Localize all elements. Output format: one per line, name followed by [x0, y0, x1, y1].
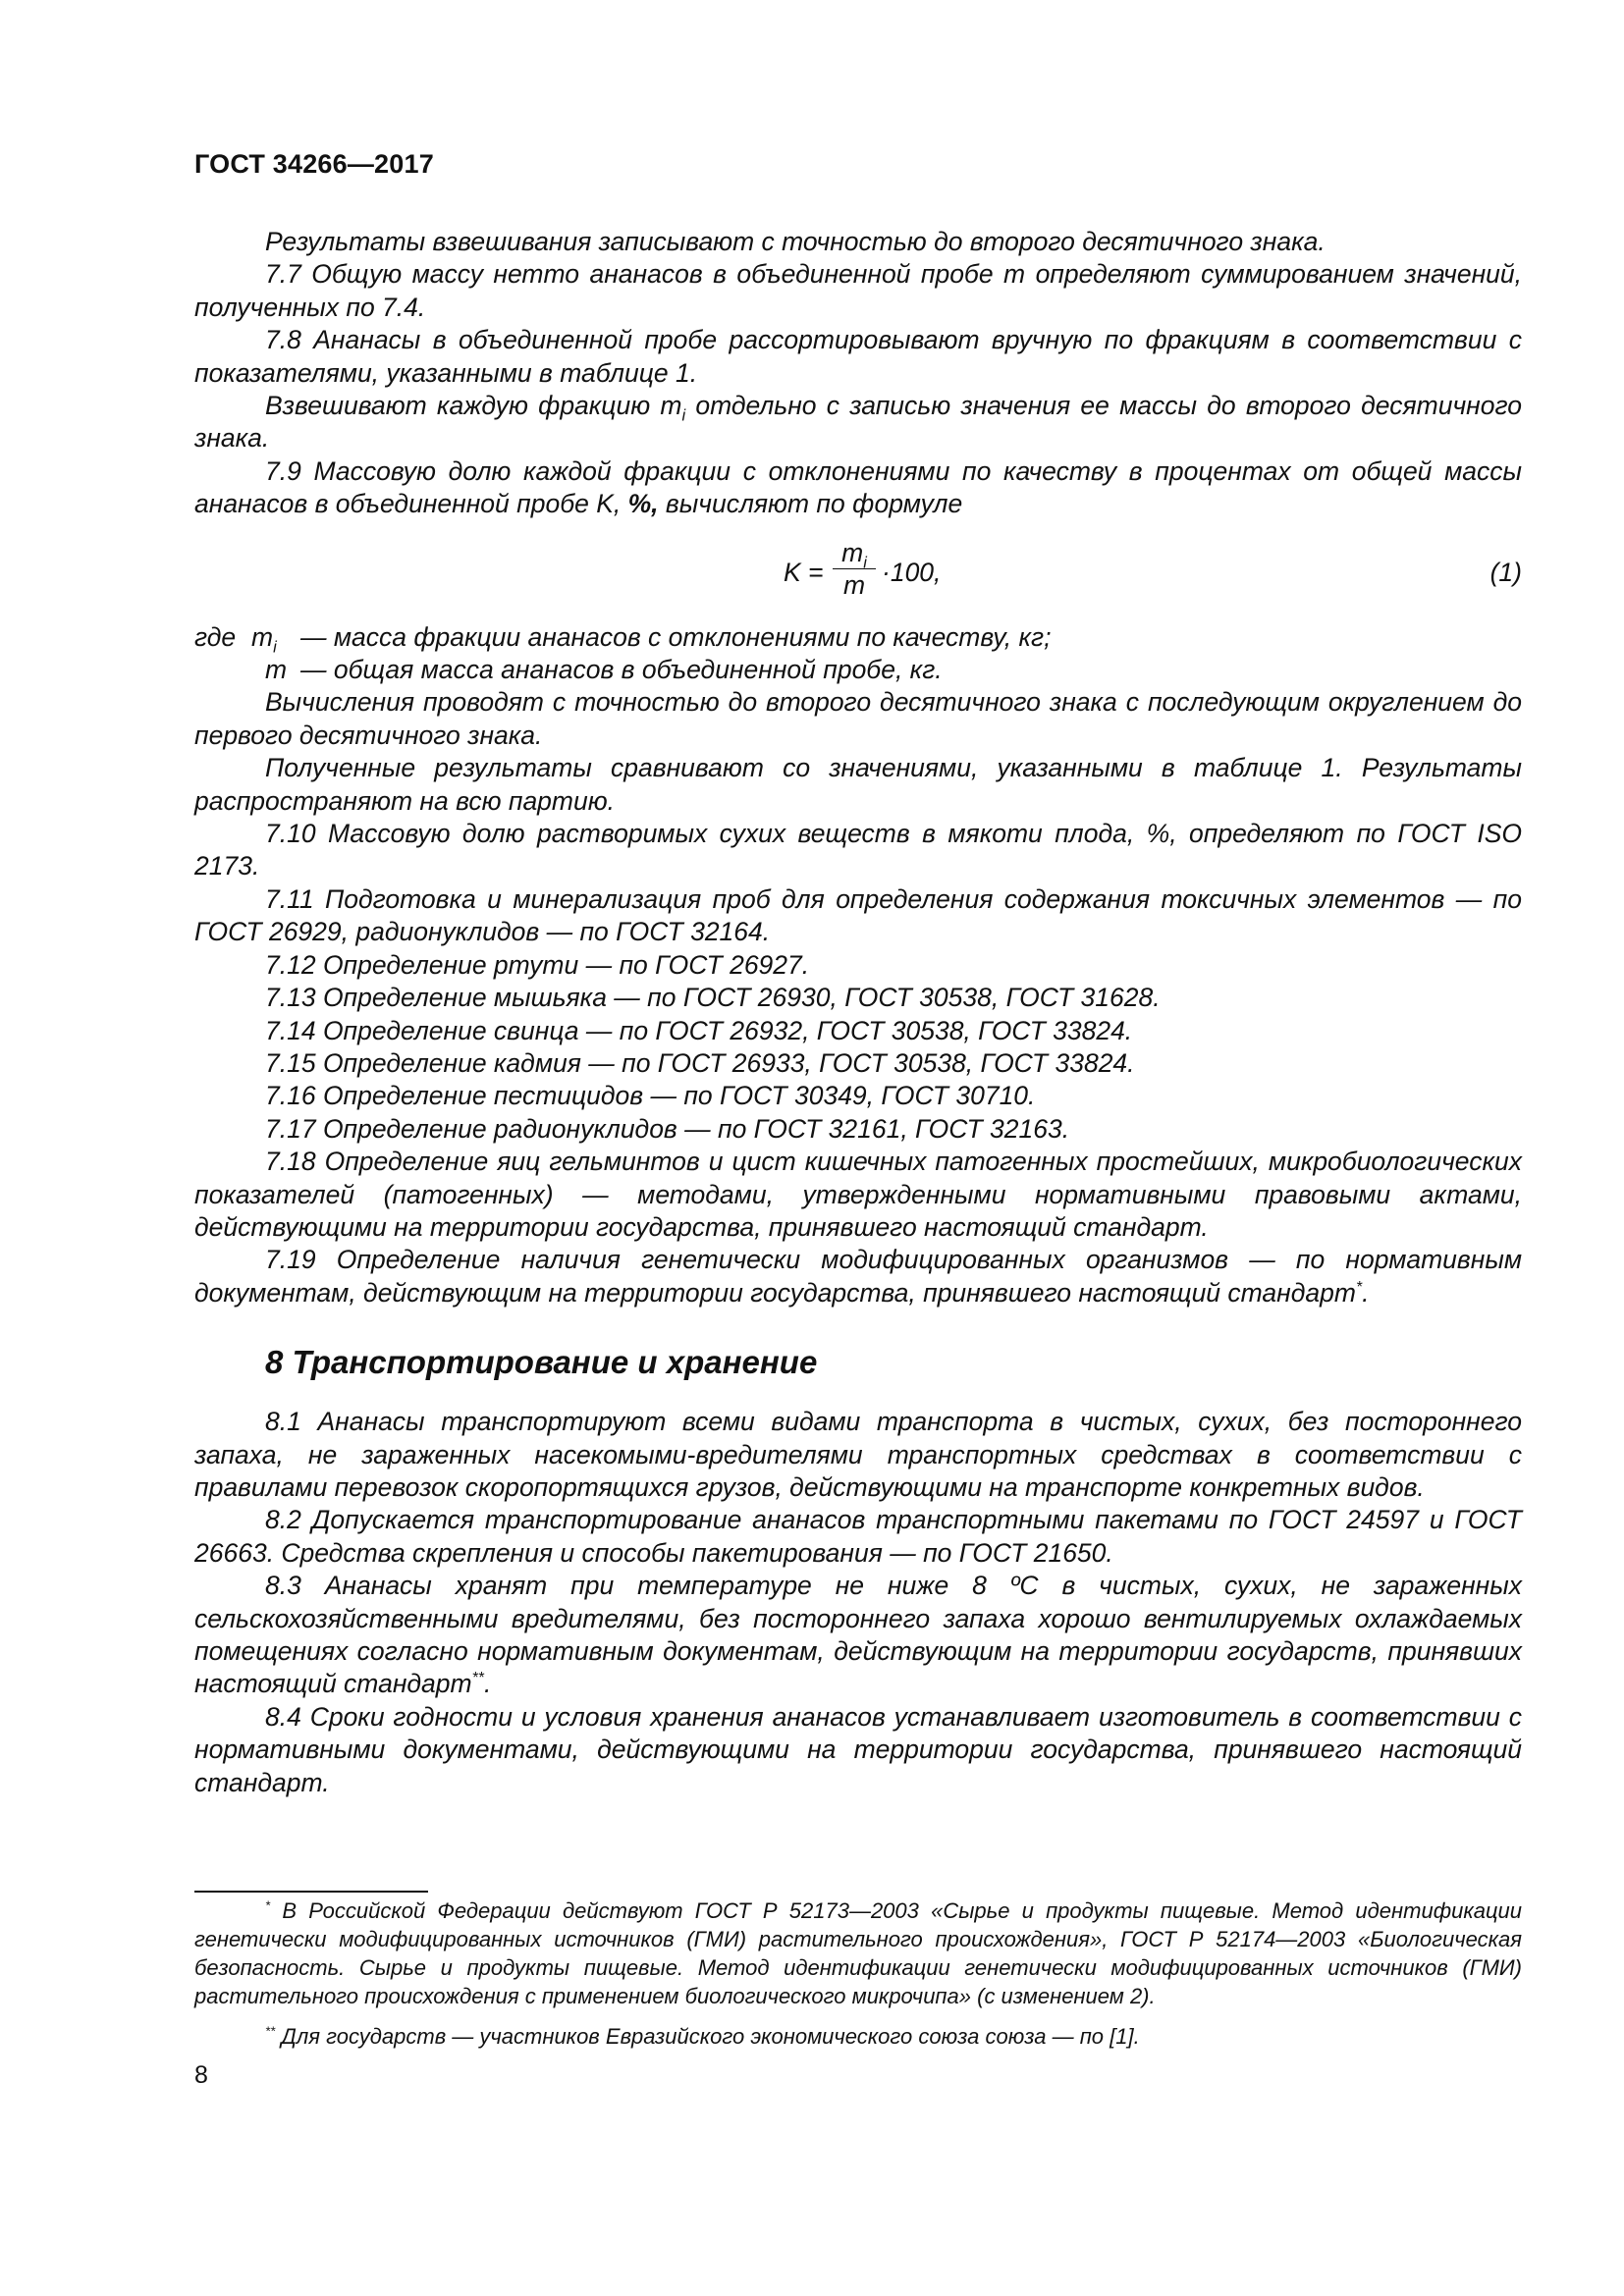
- footnotes: [194, 1896, 1522, 2051]
- formula-denominator: m: [842, 569, 866, 600]
- fraction-weighing-text-end: отдельно с записью значения ее массы до второго десятичного знака.: [194, 391, 1522, 454]
- paragraph-fraction-weighing: [194, 390, 1522, 455]
- where-desc-mi: — масса фракции ананасов с отклонениями по качеству, кг;: [300, 621, 1052, 652]
- paragraph-7-16: 7.16 Определение пестицидов — по ГОСТ 30349, ГОСТ 30710.: [265, 1081, 1036, 1111]
- where-symbol-mi-sub: i: [273, 637, 277, 656]
- footnote-1: [194, 1896, 1522, 2010]
- footnote-ref-2: **: [471, 1670, 484, 1687]
- formula-numerator-sub: i: [863, 553, 867, 571]
- paragraph-8-3: [194, 1570, 1522, 1701]
- paragraph-7-19-text: 7.19 Определение наличия генетически модифицированных организмов — по нормативным документам, действующим на территории государства, принявшего настоящий стандарт: [194, 1245, 1522, 1308]
- footnote-2: [194, 2022, 1522, 2051]
- paragraph-8-1: 8.1 Ананасы транспортируют всеми видами транспорта в чистых, сухих, без постороннего запаха, не зараженных насекомыми-вредителями транспортных средствах в соответствии с правилами перевозок скоропортящихся грузов, действующими на транспорте конкретных видов.: [194, 1407, 1522, 1502]
- where-label: где: [194, 621, 237, 652]
- paragraph-rounding: Вычисления проводят с точностью до второго десятичного знака с последующим округлением до первого десятичного знака.: [194, 687, 1522, 750]
- section-8-heading: 8 Транспортирование и хранение: [265, 1344, 818, 1381]
- paragraph-7-12: 7.12 Определение ртути — по ГОСТ 26927.: [265, 949, 810, 980]
- document-header: ГОСТ 34266—2017: [194, 149, 434, 179]
- paragraph-7-10: 7.10 Массовую долю растворимых сухих веществ в мякоти плода, %, определяют по ГОСТ ISO 2173.: [194, 819, 1522, 881]
- formula-fraction: [833, 539, 876, 599]
- paragraph-8-3-end: .: [483, 1669, 492, 1699]
- fraction-bar: [833, 568, 876, 569]
- paragraph-7-11: 7.11 Подготовка и минерализация проб для определения содержания токсичных элементов — по ГОСТ 26929, радионуклидов — по ГОСТ 32164.: [194, 883, 1522, 947]
- paragraph-7-7: 7.7 Общую массу нетто ананасов в объединенной пробе m определяют суммированием значений, полученных по 7.4.: [194, 259, 1522, 322]
- paragraph-weighing-precision: Результаты взвешивания записывают с точностью до второго десятичного знака.: [265, 227, 1326, 256]
- paragraph-7-19-end: .: [1362, 1277, 1370, 1308]
- footnote-2-mark: **: [265, 2023, 276, 2039]
- formula-number: (1): [1489, 557, 1522, 587]
- percent-bold: %,: [627, 489, 659, 519]
- paragraph-8-4: 8.4 Сроки годности и условия хранения ананасов устанавливает изготовитель в соответствии с нормативными документами, действующими на территории государства, принявшего настоящий стандарт.: [194, 1701, 1522, 1797]
- formula-lhs: K =: [784, 557, 824, 587]
- document-body: [194, 226, 1522, 1799]
- where-symbol-m: m: [265, 655, 288, 685]
- paragraph-7-13: 7.13 Определение мышьяка — по ГОСТ 26930, ГОСТ 30538, ГОСТ 31628.: [265, 983, 1161, 1013]
- footnote-separator: [194, 1891, 428, 1893]
- paragraph-results: Полученные результаты сравнивают со значениями, указанными в таблице 1. Результаты распространяют на всю партию.: [194, 753, 1522, 816]
- fraction-weighing-text-start: Взвешивают каждую фракцию m: [265, 391, 682, 421]
- where-line-1: [194, 621, 1522, 654]
- paragraph-7-9-text-start: 7.9 Массовую долю каждой фракции с отклонениями по качеству в процентах от общей массы ананасов в объединенной пробе K,: [194, 455, 1522, 519]
- page-number: 8: [194, 2061, 208, 2089]
- where-symbol-mi-var: m: [251, 621, 274, 652]
- where-symbol-mi: [251, 621, 277, 654]
- paragraph-7-15: 7.15 Определение кадмия — по ГОСТ 26933, ГОСТ 30538, ГОСТ 33824.: [265, 1047, 1135, 1078]
- paragraph-7-19: [194, 1244, 1522, 1309]
- paragraph-7-8: 7.8 Ананасы в объединенной пробе рассортировывают вручную по фракциям в соответствии с показателями, указанными в таблице 1.: [194, 325, 1522, 388]
- footnote-ref-1: *: [1355, 1278, 1363, 1296]
- formula-numerator-var: m: [841, 537, 864, 567]
- paragraph-8-2: 8.2 Допускается транспортирование ананасов транспортными пакетами по ГОСТ 24597 и ГОСТ 26663. Средства скрепления и способы пакетирования — по ГОСТ 21650.: [194, 1505, 1522, 1568]
- formula-1: [194, 533, 1522, 617]
- paragraph-7-9: [194, 455, 1522, 521]
- where-line-2: [194, 654, 1522, 686]
- paragraph-7-14: 7.14 Определение свинца — по ГОСТ 26932, ГОСТ 30538, ГОСТ 33824.: [265, 1015, 1133, 1045]
- footnote-1-text: В Российской Федерации действуют ГОСТ Р 52173—2003 «Сырье и продукты пищевые. Метод идентификации генетически модифицированных источников (ГМИ) растительного происхождения», ГОСТ Р 52174—2003 «Биологическая безопасность. Сырье и продукты пищевые. Метод идентификации генетически модифицированных источников (ГМИ) растительного происхождения с применением биологического микрочипа» (с изменением 2).: [194, 1898, 1522, 2008]
- where-desc-m: — общая масса ананасов в объединенной пробе, кг.: [300, 655, 943, 685]
- paragraph-7-17: 7.17 Определение радионуклидов — по ГОСТ 32161, ГОСТ 32163.: [265, 1113, 1070, 1144]
- paragraph-7-18: 7.18 Определение яиц гельминтов и цист кишечных патогенных простейших, микробиологических показателей (патогенных) — методами, утвержденными нормативными правовыми актами, действующими на территории государства, принявшего настоящий стандарт.: [194, 1147, 1522, 1242]
- paragraph-7-9-text-end: вычисляют по формуле: [658, 489, 963, 519]
- formula-numerator: [833, 537, 876, 571]
- footnote-2-text: Для государств — участников Евразийского экономического союза союза — по [1].: [275, 2024, 1140, 2049]
- paragraph-8-3-text: 8.3 Ананасы хранят при температуре не ниже 8 ºС в чистых, сухих, не зараженных сельскохозяйственными вредителями, без постороннего запаха хорошо вентилируемых охлаждаемых помещениях согласно нормативным документам, действующим на территории государств, принявших настоящий стандарт: [194, 1571, 1522, 1699]
- formula-multiplier: ·100,: [882, 557, 942, 587]
- footnote-1-mark: *: [265, 1897, 271, 1913]
- fraction-subscript: i: [681, 406, 686, 425]
